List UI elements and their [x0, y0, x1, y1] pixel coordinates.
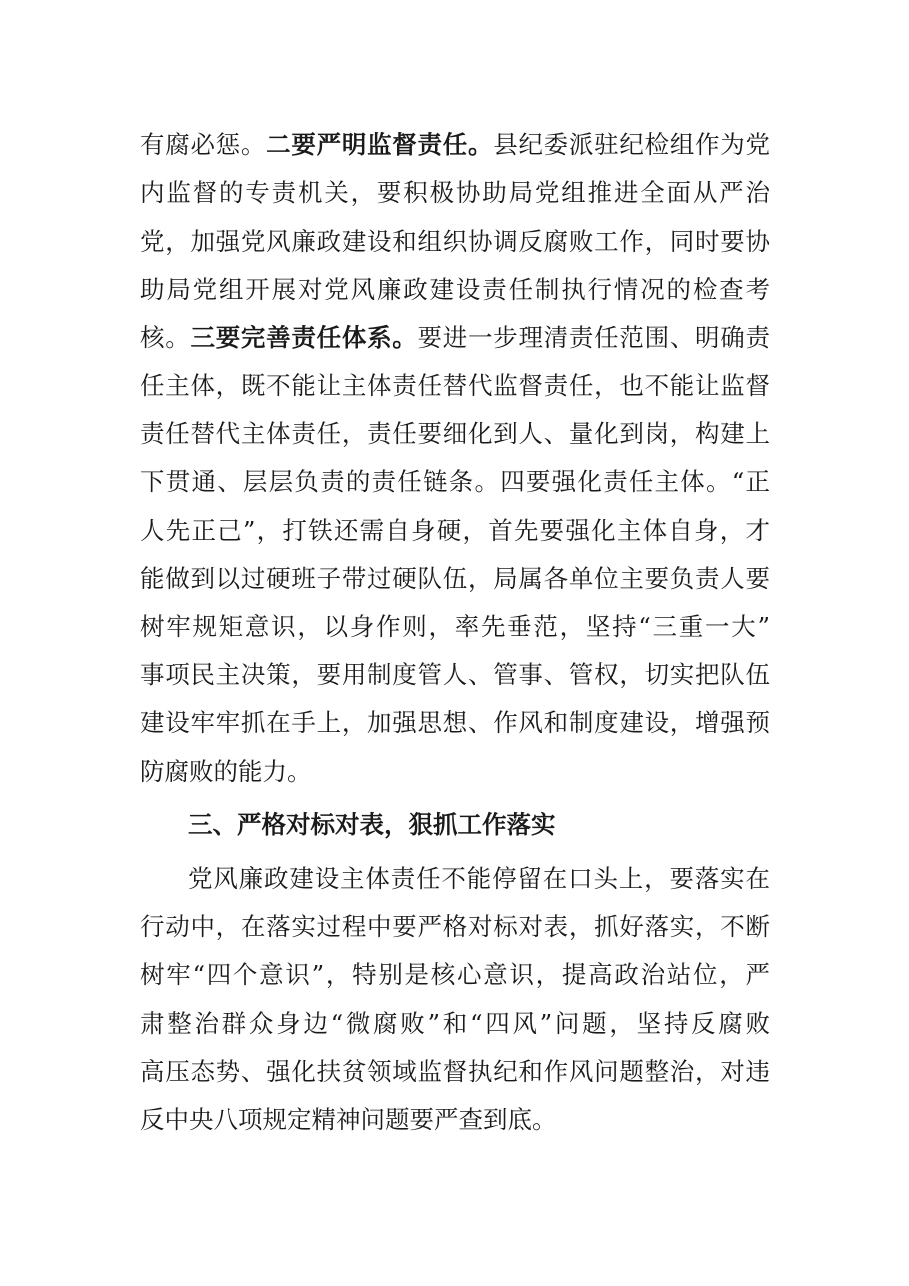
- paragraph-line: 人先正己”，打铁还需自身硬，首先要强化主体自身，才: [140, 516, 770, 545]
- paragraph-line: 行动中，在落实过程中要严格对标对表，抓好落实，不断: [140, 912, 770, 941]
- bold-lead-in: 二要严明监督责任。: [266, 130, 494, 159]
- paragraph-line: 下贯通、层层负责的责任链条。四要强化责任主体。“正: [140, 467, 770, 496]
- text-run: 县纪委派驻纪检组作为党: [493, 130, 770, 159]
- paragraph-line: 反中央八项规定精神问题要严查到底。: [140, 1105, 557, 1134]
- text-run: 要进一步理清责任范围、明确责: [417, 323, 770, 352]
- paragraph-line: 防腐败的能力。: [140, 757, 312, 786]
- section-heading: 三、严格对标对表，狠抓工作落实: [188, 810, 556, 839]
- bold-lead-in: 三要完善责任体系。: [190, 323, 418, 352]
- text-run: 有腐必惩。: [140, 130, 267, 159]
- paragraph-line: 建设牢牢抓在手上，加强思想、作风和制度建设，增强预: [140, 708, 770, 737]
- paragraph-line: 高压态势、强化扶贫领域监督执纪和作风问题整治，对违: [140, 1057, 770, 1086]
- paragraph-line: 树牢“四个意识”，特别是核心意识，提高政治站位，严: [140, 960, 770, 989]
- paragraph-line: 党，加强党风廉政建设和组织协调反腐败工作，同时要协: [140, 227, 770, 256]
- paragraph-line: 肃整治群众身边“微腐败”和“四风”问题，坚持反腐败: [140, 1009, 770, 1038]
- paragraph-line: 任主体，既不能让主体责任替代监督责任，也不能让监督: [140, 371, 770, 400]
- paragraph-line: 事项民主决策，要用制度管人、管事、管权，切实把队伍: [140, 660, 770, 689]
- text-run: 核。: [140, 323, 191, 352]
- paragraph-line: 内监督的专责机关，要积极协助局党组推进全面从严治: [140, 178, 770, 207]
- paragraph-line: [140, 318, 770, 358]
- paragraph-line: 党风廉政建设主体责任不能停留在口头上，要落实在: [188, 864, 770, 893]
- paragraph-line: 能做到以过硬班子带过硬队伍，局属各单位主要负责人要: [140, 564, 770, 593]
- paragraph-line: 责任替代主体责任，责任要细化到人、量化到岗，构建上: [140, 419, 770, 448]
- paragraph-line: 树牢规矩意识，以身作则，率先垂范，坚持“三重一大”: [140, 612, 770, 641]
- paragraph-line: 助局党组开展对党风廉政建设责任制执行情况的检查考: [140, 275, 770, 304]
- paragraph-line: [140, 125, 770, 165]
